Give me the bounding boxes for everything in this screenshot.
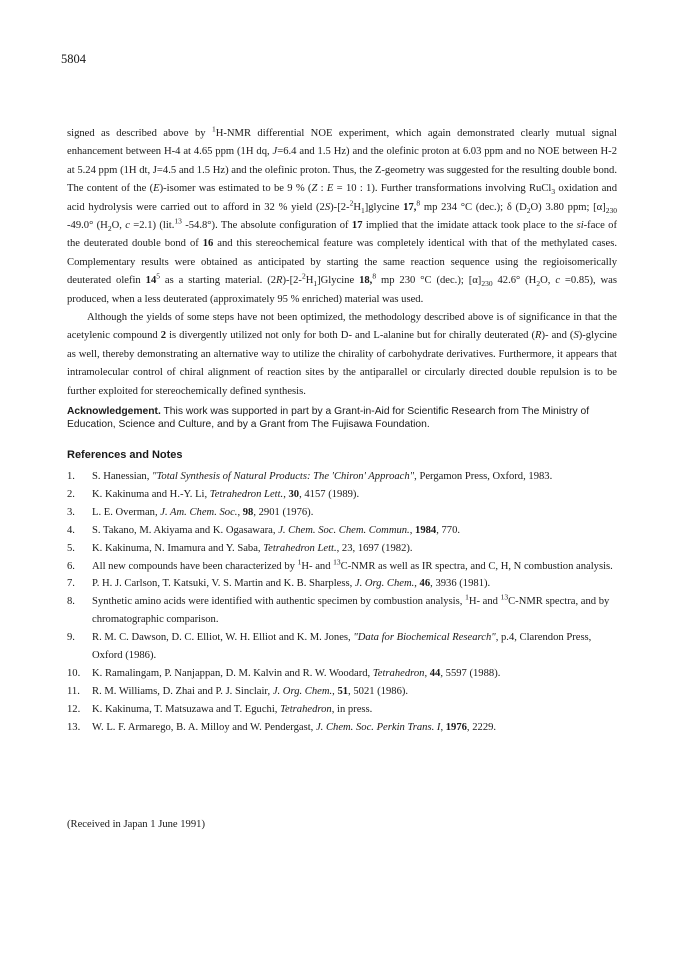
- reference-item: 11. R. M. Williams, D. Zhai and P. J. Sinclair, J. Org. Chem., 51, 5021 (1986).: [67, 685, 409, 697]
- paragraph-nmr-results: signed as described above by $^1$H-NMR differential NOE experiment, which again demonstrated clearly mutual signal enhancement between H-4 at 4.65 ppm (1H dq, J=6.4 and 1.5 Hz) and the olefinic proton at 6.03 ppm and no NOE between H-2 at 5.24 ppm (1H dt, J=4.5 and 1.5 Hz) and the olefinic proton. Thus, the Z-geometry was suggested for the resulting double bond. The content of the (E)-isomer was estimated to be 9 % (Z : E = 10 : 1). Further transformations involving RuCl$_3$ oxidation and acid hydrolysis were carried out to afford in 32 % yield $(2S)-[2-^2H_1]glycine$ 17,$^8$ mp 234 °C (dec.); δ $(D_2O)$ 3.80 ppm; $[\alpha]_{230}$ -49.0° ($H_2O$, c =2.1) (lit.$^{13}$ -54.8°). The absolute configuration of 17 implied that the imidate attack took place to the si-face of the deuterated double bond of 16 and this stereochemical feature was completely identical with that of the methylated cases. Complementary results were obtained as anticipated by starting the same reaction sequence using the regioisomerically deuterated olefin $14^5$ as a starting material. $(2R)-[2-^2H_1]Glycine$ 18,$^8$ mp 230 °C (dec.); $[\alpha]_{230}$ 42.6° ($H_2O$, c =0.85), was produced, when a less deuterated (approximately 95 % enriched) material was used.: [67, 124, 618, 305]
- references-list: [67, 468, 617, 737]
- reference-item: 12. K. Kakinuma, T. Matsuzawa and T. Eguchi, Tetrahedron, in press.: [67, 703, 373, 715]
- references-title: References and Notes: [67, 449, 183, 461]
- page-number: 5804: [61, 52, 86, 66]
- reference-item: 2. K. Kakinuma and H.-Y. Li, Tetrahedron Lett., 30, 4157 (1989).: [67, 488, 360, 500]
- reference-item: 10. K. Ramalingam, P. Nanjappan, D. M. Kalvin and R. W. Woodard, Tetrahedron, 44, 5597 (1988).: [67, 667, 501, 679]
- reference-item: 1. S. Hanessian, "Total Synthesis of Natural Products: The 'Chiron' Approach", Pergamon Press, Oxford, 1983.: [67, 471, 553, 482]
- reference-item: 8. Synthetic amino acids were identified with authentic specimen by combustion analysis, $^1$H- and $^{13}$C-NMR spectra, and by chromatographic comparison.: [67, 592, 610, 626]
- reference-item: 5. K. Kakinuma, N. Imamura and Y. Saba, Tetrahedron Lett., 23, 1697 (1982).: [67, 542, 413, 554]
- reference-item: 13. W. L. F. Armarego, B. A. Milloy and W. Pendergast, J. Chem. Soc. Perkin Trans. I, 1976, 2229.: [67, 721, 497, 733]
- acknowledgement: [67, 405, 617, 431]
- reference-item: 9. R. M. C. Dawson, D. C. Elliot, W. H. Elliot and K. M. Jones, "Data for Biochemical Research", p.4, Clarendon Press, Oxford (1986).: [67, 632, 592, 662]
- paragraph-conclusion: Although the yields of some steps have not been optimized, the methodology described above is of significance in that the acetylenic compound 2 is divergently utilized not only for both D- and L-alanine but for chirally deuterated (R)- and (S)-glycine as well, thereby demonstrating an alternative way to utilize the chirality of carbohydrate derivatives. Furthermore, it appears that intramolecular control of chiral alignment of reaction sites by the antiparallel or circularly directed double repulsion is to be further exploited for stereochemically defined synthesis.: [67, 312, 617, 397]
- acknowledgement-text: This work was supported in part by a Grant-in-Aid for Scientific Research from The Ministry of Education, Science and Culture, and by a Grant from The Fujisawa Foundation.: [67, 406, 590, 430]
- acknowledgement-label: Acknowledgement.: [67, 406, 161, 417]
- received-date: (Received in Japan 1 June 1991): [67, 819, 205, 830]
- reference-item: 4. S. Takano, M. Akiyama and K. Ogasawara, J. Chem. Soc. Chem. Commun., 1984, 770.: [67, 524, 461, 536]
- reference-item: 7. P. H. J. Carlson, T. Katsuki, V. S. Martin and K. B. Sharpless, J. Org. Chem., 46, 3936 (1981).: [67, 578, 491, 590]
- reference-item: 3. L. E. Overman, J. Am. Chem. Soc., 98, 2901 (1976).: [67, 506, 314, 518]
- body-text: [67, 125, 617, 401]
- reference-item: 6. All new compounds have been characterized by $^1$H- and $^{13}$C-NMR as well as IR spectra, and C, H, N combustion analysis.: [67, 557, 613, 572]
